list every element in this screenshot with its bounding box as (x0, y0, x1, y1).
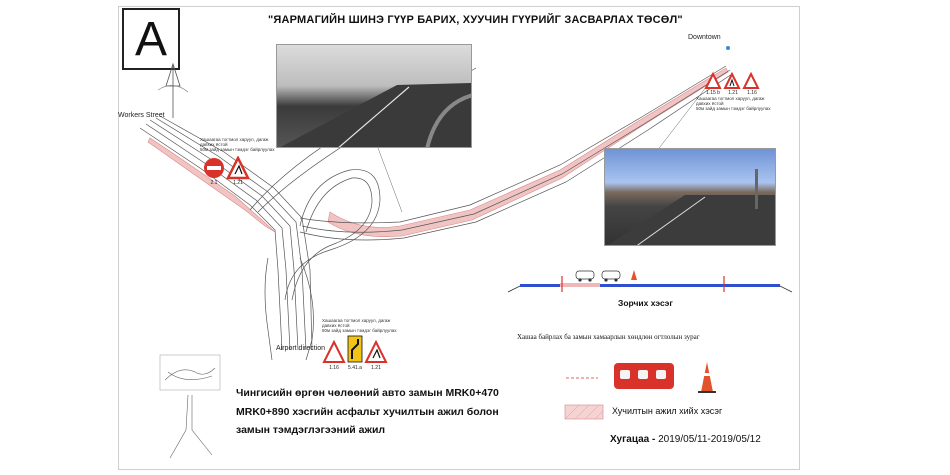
label-workers-street: Workers Street (118, 112, 165, 119)
sign-label: 1.21 (233, 180, 243, 186)
sign-group-bottom (322, 334, 388, 376)
label-downtown: Downtown (688, 34, 721, 41)
schedule-dates: 2019/05/11-2019/05/12 (655, 434, 761, 445)
traffic-cone-icon (631, 270, 637, 280)
footer-line-3: замын тэмдэглэгээний ажил (236, 424, 386, 436)
traffic-cone-icon (698, 362, 716, 393)
road-photo-top (276, 44, 472, 148)
road-photo-right (604, 148, 776, 246)
north-arrow-icon (158, 64, 188, 118)
slippery-road-icon (706, 74, 720, 88)
route-sketch (160, 355, 220, 458)
barrier-icon (614, 363, 674, 389)
car-icon (576, 271, 594, 282)
schedule (610, 434, 761, 445)
note-left: Хашаагаа тогтмол харуул, дагаж давхих ёстой 50м зайд замын тэмдэг байрлуулах (200, 137, 275, 152)
sign-label: 1.21 (371, 365, 381, 371)
label-airport-direction: Airport direction (276, 345, 326, 352)
cross-section (508, 270, 792, 292)
road-narrowing-icon (324, 342, 344, 362)
note-right-top: Хашаагаа тогтмол харуул, дагаж давхих ёстой 50м зайд замын тэмдэг байрлуулах (696, 96, 771, 111)
sign-group-right (704, 72, 764, 100)
sign-label: 1.15 b (706, 90, 720, 96)
sign-label: 2.1 (210, 180, 218, 186)
road-narrowing-icon (744, 74, 758, 88)
sign-label: 1.21 (728, 90, 738, 96)
legend-heading: Хашаа байрлах ба замын хамаарлын хөндлөн огтлолын зураг (517, 333, 700, 341)
legend-work-area-label: Хучилтын ажил хийх хэсэг (612, 406, 723, 416)
sheet-title: "ЯАРМАГИЙН ШИНЭ ГҮҮР БАРИХ, ХУУЧИН ГҮҮРИЙГ ЗАСВАРЛАХ ТӨСӨЛ" (268, 14, 683, 26)
sign-label: 1.16 (329, 365, 339, 371)
section-title: Зорчих хэсэг (618, 298, 673, 308)
sign-label: 1.16 (747, 90, 757, 96)
note-bottom: Хашаагаа тогтмол харуул, дагаж давхих ёстой 80м зайд замын тэмдэг байрлуулах (322, 318, 397, 333)
schedule-label: Хугацаа - (610, 434, 656, 445)
sign-group-left (202, 156, 262, 190)
downtown-marker-icon (726, 46, 730, 50)
sheet-letter: A (122, 8, 180, 70)
footer-line-2: MRK0+890 хэсгийн асфальт хучилтын ажил болон (236, 406, 499, 418)
sign-label: 5.41.a (348, 365, 362, 371)
footer-line-1: Чингисийн өргөн чөлөөний авто замын MRK0+470 (236, 387, 499, 399)
car-icon (602, 271, 620, 282)
detour-icon (348, 336, 362, 362)
